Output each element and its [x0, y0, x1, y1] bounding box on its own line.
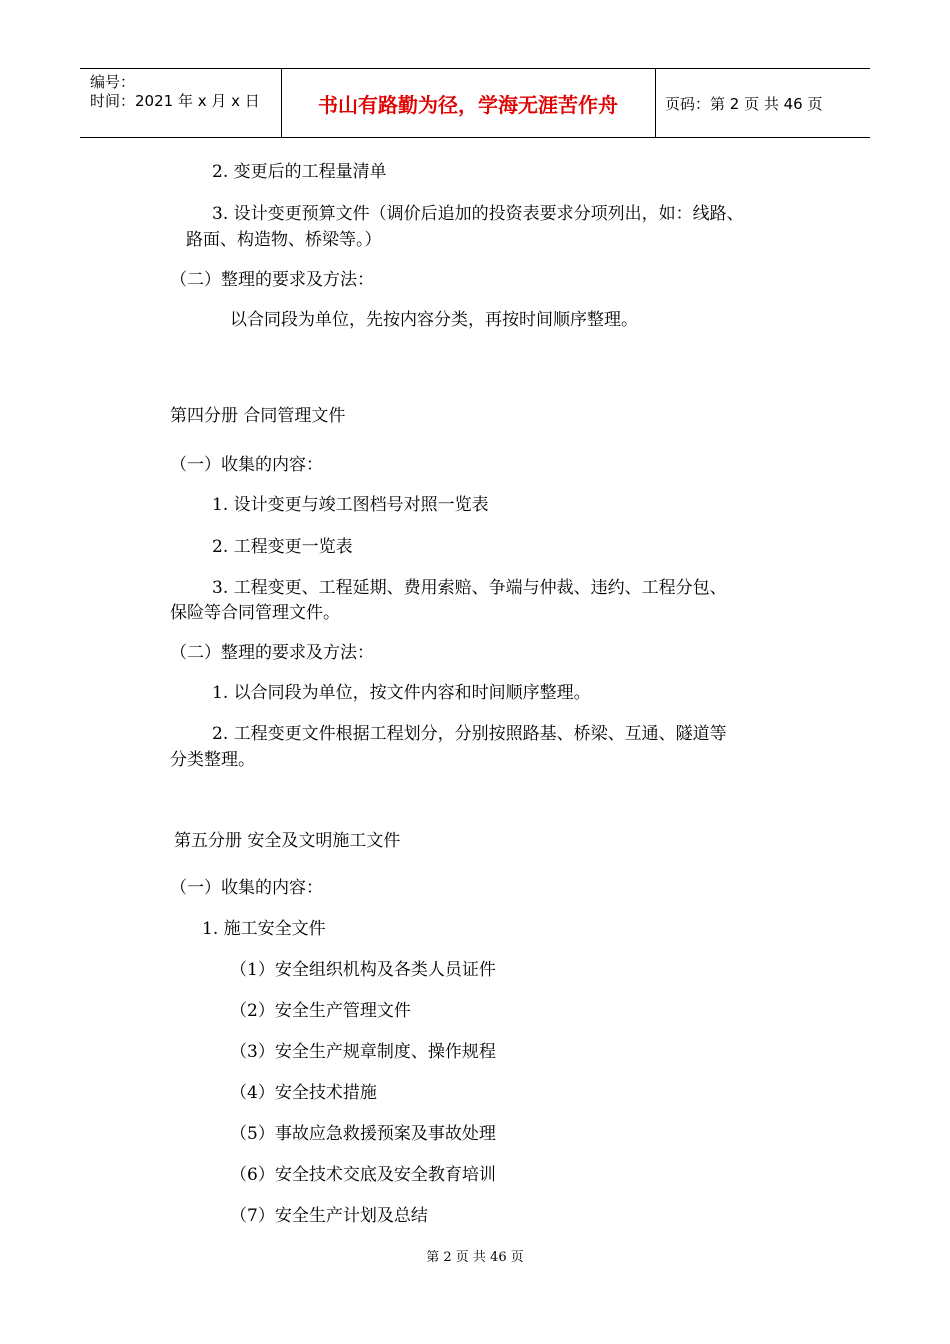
section-subheading: （一）收集的内容： — [170, 878, 323, 898]
list-item: （7）安全生产计划及总结 — [230, 1206, 428, 1226]
list-item: 2. 变更后的工程量清单 — [212, 162, 387, 182]
list-item: 3. 设计变更预算文件（调价后追加的投资表要求分项列出，如：线路、 — [212, 204, 744, 224]
list-item: 2. 工程变更文件根据工程划分，分别按照路基、桥梁、互通、隧道等 — [212, 724, 727, 744]
list-item: （4）安全技术措施 — [230, 1083, 377, 1103]
paragraph-continuation: 保险等合同管理文件。 — [170, 603, 340, 623]
header-motto: 书山有路勤为径，学海无涯苦作舟 — [318, 92, 618, 117]
list-item: 2. 工程变更一览表 — [212, 537, 353, 557]
paragraph: 以合同段为单位，先按内容分类，再按时间顺序整理。 — [230, 310, 638, 330]
list-item: （6）安全技术交底及安全教育培训 — [230, 1165, 496, 1185]
page-footer: 第 2 页 共 46 页 — [426, 1250, 524, 1265]
header-page-info: 页码：第 2 页 共 46 页 — [665, 94, 823, 113]
header-number-label: 编号： — [90, 73, 136, 91]
list-item: 1. 以合同段为单位，按文件内容和时间顺序整理。 — [212, 683, 591, 703]
list-item: （2）安全生产管理文件 — [230, 1001, 411, 1021]
list-item: （3）安全生产规章制度、操作规程 — [230, 1042, 496, 1062]
paragraph-continuation: 路面、构造物、桥梁等。） — [186, 230, 382, 250]
list-item: 3. 工程变更、工程延期、费用索赔、争端与仲裁、违约、工程分包、 — [212, 578, 727, 598]
list-item: （5）事故应急救援预案及事故处理 — [230, 1124, 496, 1144]
list-item: （1）安全组织机构及各类人员证件 — [230, 960, 496, 980]
volume-heading: 第四分册 合同管理文件 — [170, 406, 346, 426]
section-subheading: （二）整理的要求及方法： — [170, 643, 374, 663]
section-subheading: （一）收集的内容： — [170, 455, 323, 475]
section-subheading: （二）整理的要求及方法： — [170, 270, 374, 290]
paragraph-continuation: 分类整理。 — [170, 750, 255, 770]
list-item: 1. 设计变更与竣工图档号对照一览表 — [212, 495, 489, 515]
volume-heading: 第五分册 安全及文明施工文件 — [174, 831, 401, 851]
header-date: 时间：2021 年 x 月 x 日 — [90, 92, 260, 110]
header-divider — [655, 69, 656, 137]
document-header — [80, 68, 870, 138]
list-item: 1. 施工安全文件 — [202, 919, 326, 939]
header-meta — [90, 73, 260, 111]
